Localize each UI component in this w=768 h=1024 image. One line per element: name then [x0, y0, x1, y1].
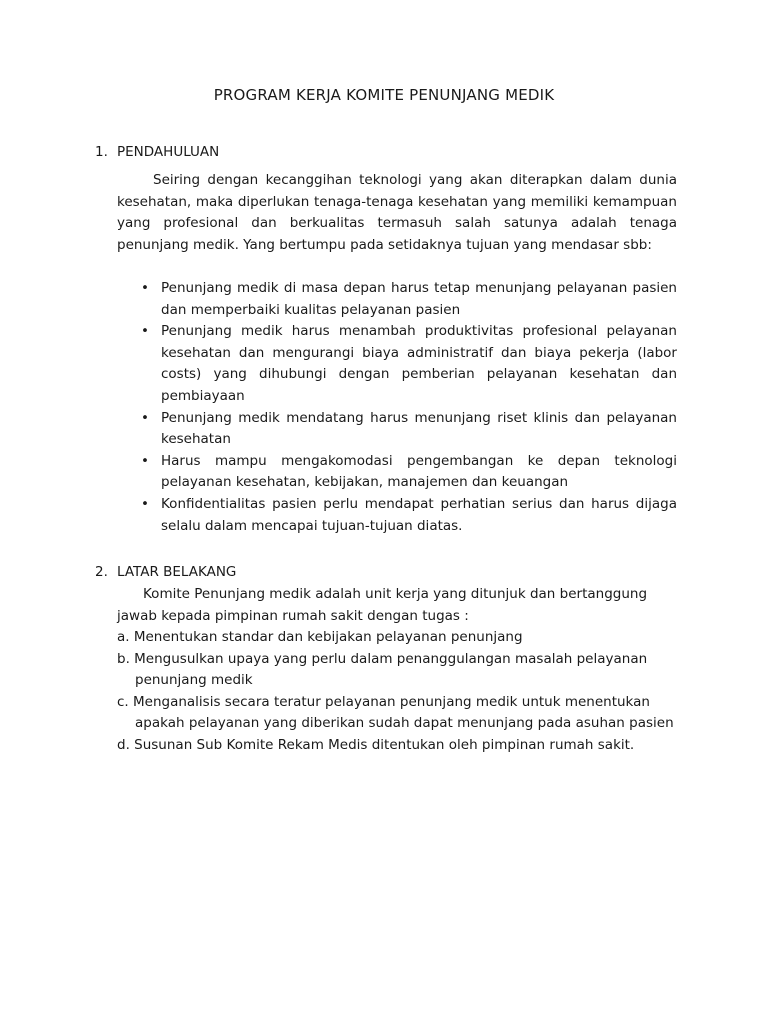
list-item: • Harus mampu mengakomodasi pengembangan ke depan teknologi pelayanan kesehatan, kebijakan, manajemen dan keuangan [141, 452, 677, 491]
list-item: • Konfidentialitas pasien perlu mendapat perhatian serius dan harus dijaga selalu dalam mencapai tujuan-tujuan diatas. [141, 495, 677, 534]
list-item: • Penunjang medik di masa depan harus tetap menunjang pelayanan pasien dan memperbaiki kualitas pelayanan pasien [141, 280, 677, 318]
bullet-icon: • [141, 495, 149, 512]
background-paragraph [117, 584, 677, 627]
list-item: d. Susunan Sub Komite Rekam Medis ditentukan oleh pimpinan rumah sakit. [117, 736, 635, 753]
section-title: LATAR BELAKANG [117, 564, 237, 580]
bullet-icon: • [141, 452, 149, 469]
list-item: • Penunjang medik mendatang harus menunjang riset klinis dan pelayanan kesehatan [141, 409, 677, 448]
intro-paragraph [117, 170, 677, 256]
objectives-list [140, 278, 677, 537]
section-heading-pendahuluan [95, 144, 219, 160]
section-title: PENDAHULUAN [117, 144, 220, 160]
bullet-icon: • [141, 323, 149, 340]
document-title: PROGRAM KERJA KOMITE PENUNJANG MEDIK [213, 86, 555, 104]
section-heading-latar-belakang [95, 564, 236, 580]
bullet-icon: • [141, 280, 149, 296]
bullet-icon: • [141, 409, 149, 426]
list-item: b. Mengusulkan upaya yang perlu dalam penanggulangan masalah pelayanan penunjang medik [117, 650, 648, 689]
list-item: a. Menentukan standar dan kebijakan pelayanan penunjang [117, 629, 523, 645]
section-number: 1. [95, 144, 108, 160]
tasks-list [117, 627, 677, 757]
intro-paragraph-text: Seiring dengan kecanggihan teknologi yang akan diterapkan dalam dunia kesehatan, maka diperlukan tenaga-tenaga kesehatan yang memiliki kemampuan yang profesional dan berkualitas termasuh salah satunya adalah tenaga penunjang medik. Yang bertumpu pada setidaknya tujuan yang mendasar sbb: [117, 172, 677, 253]
list-item: • Penunjang medik harus menambah produktivitas profesional pelayanan kesehatan dan mengurangi biaya administratif dan biaya pekerja (labor costs) yang dihubungi dengan pemberian pelayanan kesehatan dan pembiayaan [141, 323, 677, 404]
list-item: c. Menganalisis secara teratur pelayanan penunjang medik untuk menentukan apakah pelayanan yang diberikan sudah dapat menunjang pada asuhan pasien [117, 693, 674, 732]
background-paragraph-text: Komite Penunjang medik adalah unit kerja yang ditunjuk dan bertanggung jawab kepada pimpinan rumah sakit dengan tugas : [117, 586, 648, 624]
section-number: 2. [95, 564, 108, 580]
